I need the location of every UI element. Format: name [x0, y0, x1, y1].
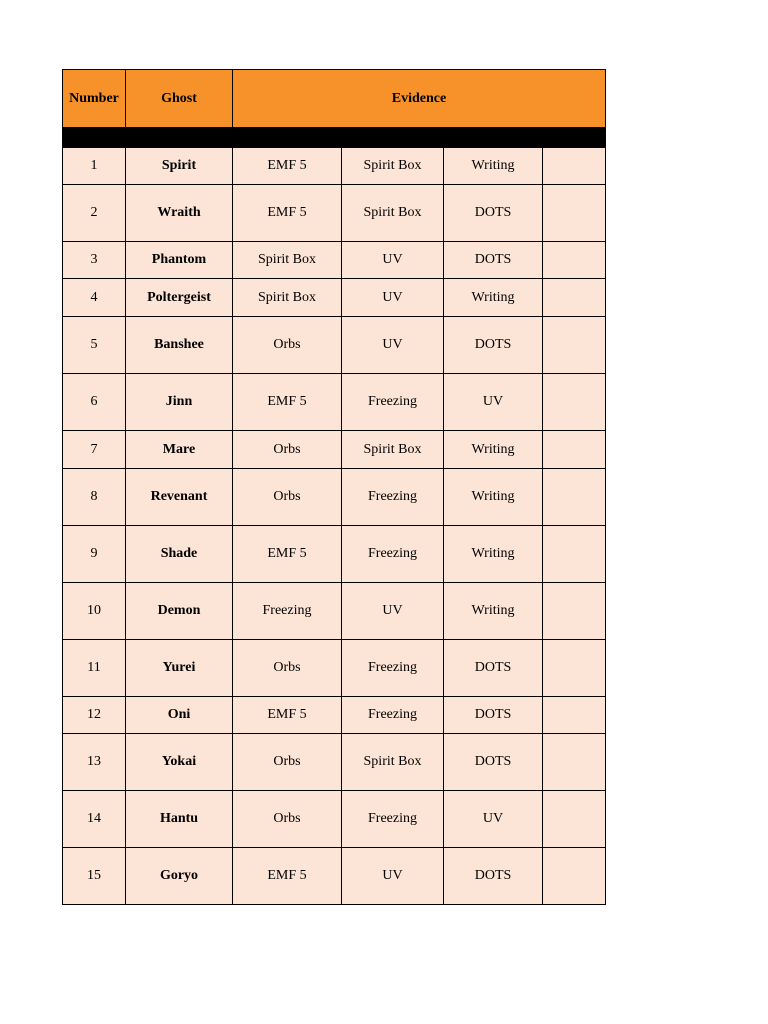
empty-cell [543, 848, 606, 905]
evidence-3-cell: DOTS [444, 640, 543, 697]
table-row [63, 469, 606, 526]
evidence-2-cell: UV [342, 317, 444, 374]
evidence-3-cell: DOTS [444, 185, 543, 242]
evidence-2-cell: Spirit Box [342, 185, 444, 242]
empty-cell [543, 640, 606, 697]
table-row [63, 279, 606, 317]
table-row [63, 848, 606, 905]
evidence-2-cell: Freezing [342, 697, 444, 734]
empty-cell [543, 279, 606, 317]
row-number-cell: 5 [63, 317, 126, 374]
evidence-3-cell: DOTS [444, 734, 543, 791]
row-number-cell: 4 [63, 279, 126, 317]
empty-cell [543, 431, 606, 469]
ghost-name-cell: Spirit [126, 148, 233, 185]
evidence-1-cell: Spirit Box [233, 242, 342, 279]
row-number-cell: 1 [63, 148, 126, 185]
row-number-cell: 2 [63, 185, 126, 242]
table-row [63, 640, 606, 697]
evidence-1-cell: Spirit Box [233, 279, 342, 317]
evidence-1-cell: Orbs [233, 469, 342, 526]
ghost-name-cell: Jinn [126, 374, 233, 431]
row-number-cell: 13 [63, 734, 126, 791]
ghost-name-cell: Revenant [126, 469, 233, 526]
evidence-3-cell: DOTS [444, 697, 543, 734]
row-number-cell: 8 [63, 469, 126, 526]
row-number-cell: 3 [63, 242, 126, 279]
ghost-name-cell: Shade [126, 526, 233, 583]
evidence-3-cell: Writing [444, 583, 543, 640]
evidence-1-cell: Orbs [233, 734, 342, 791]
evidence-3-cell: UV [444, 791, 543, 848]
empty-cell [543, 583, 606, 640]
ghost-name-cell: Hantu [126, 791, 233, 848]
evidence-2-cell: Spirit Box [342, 148, 444, 185]
ghost-name-cell: Phantom [126, 242, 233, 279]
ghost-name-cell: Banshee [126, 317, 233, 374]
ghost-name-cell: Oni [126, 697, 233, 734]
evidence-1-cell: EMF 5 [233, 185, 342, 242]
ghost-name-cell: Goryo [126, 848, 233, 905]
evidence-3-cell: Writing [444, 526, 543, 583]
separator-row [63, 128, 606, 148]
header-evidence: Evidence [233, 70, 606, 128]
evidence-2-cell: Spirit Box [342, 734, 444, 791]
ghost-name-cell: Poltergeist [126, 279, 233, 317]
evidence-2-cell: UV [342, 242, 444, 279]
empty-cell [543, 469, 606, 526]
evidence-2-cell: Freezing [342, 374, 444, 431]
ghost-name-cell: Yokai [126, 734, 233, 791]
row-number-cell: 6 [63, 374, 126, 431]
table-body [63, 128, 606, 905]
row-number-cell: 10 [63, 583, 126, 640]
table-row [63, 526, 606, 583]
evidence-3-cell: Writing [444, 431, 543, 469]
table-row [63, 185, 606, 242]
empty-cell [543, 791, 606, 848]
row-number-cell: 15 [63, 848, 126, 905]
ghost-name-cell: Mare [126, 431, 233, 469]
evidence-2-cell: Spirit Box [342, 431, 444, 469]
evidence-2-cell: Freezing [342, 526, 444, 583]
header-number: Number [63, 70, 126, 128]
evidence-1-cell: EMF 5 [233, 374, 342, 431]
table-row [63, 583, 606, 640]
row-number-cell: 11 [63, 640, 126, 697]
evidence-1-cell: Orbs [233, 431, 342, 469]
row-number-cell: 12 [63, 697, 126, 734]
row-number-cell: 7 [63, 431, 126, 469]
table-row [63, 374, 606, 431]
evidence-2-cell: Freezing [342, 791, 444, 848]
empty-cell [543, 185, 606, 242]
evidence-3-cell: Writing [444, 469, 543, 526]
evidence-3-cell: Writing [444, 148, 543, 185]
header-ghost: Ghost [126, 70, 233, 128]
evidence-3-cell: UV [444, 374, 543, 431]
ghost-evidence-table [62, 69, 606, 905]
table-row [63, 697, 606, 734]
empty-cell [543, 317, 606, 374]
empty-cell [543, 374, 606, 431]
table-row [63, 148, 606, 185]
table-row [63, 242, 606, 279]
evidence-2-cell: UV [342, 848, 444, 905]
empty-cell [543, 242, 606, 279]
empty-cell [543, 526, 606, 583]
table-row [63, 734, 606, 791]
ghost-name-cell: Demon [126, 583, 233, 640]
row-number-cell: 9 [63, 526, 126, 583]
evidence-3-cell: DOTS [444, 317, 543, 374]
evidence-1-cell: EMF 5 [233, 848, 342, 905]
evidence-3-cell: DOTS [444, 242, 543, 279]
evidence-1-cell: EMF 5 [233, 148, 342, 185]
table-row [63, 791, 606, 848]
evidence-2-cell: Freezing [342, 469, 444, 526]
table-row [63, 431, 606, 469]
evidence-1-cell: Freezing [233, 583, 342, 640]
evidence-1-cell: EMF 5 [233, 526, 342, 583]
table-row [63, 317, 606, 374]
evidence-3-cell: Writing [444, 279, 543, 317]
ghost-name-cell: Yurei [126, 640, 233, 697]
separator-bar [63, 128, 606, 148]
empty-cell [543, 697, 606, 734]
evidence-2-cell: UV [342, 279, 444, 317]
ghost-name-cell: Wraith [126, 185, 233, 242]
evidence-1-cell: Orbs [233, 791, 342, 848]
row-number-cell: 14 [63, 791, 126, 848]
evidence-1-cell: Orbs [233, 640, 342, 697]
empty-cell [543, 734, 606, 791]
empty-cell [543, 148, 606, 185]
evidence-1-cell: EMF 5 [233, 697, 342, 734]
evidence-1-cell: Orbs [233, 317, 342, 374]
evidence-2-cell: Freezing [342, 640, 444, 697]
evidence-2-cell: UV [342, 583, 444, 640]
evidence-3-cell: DOTS [444, 848, 543, 905]
header-row [63, 70, 606, 128]
